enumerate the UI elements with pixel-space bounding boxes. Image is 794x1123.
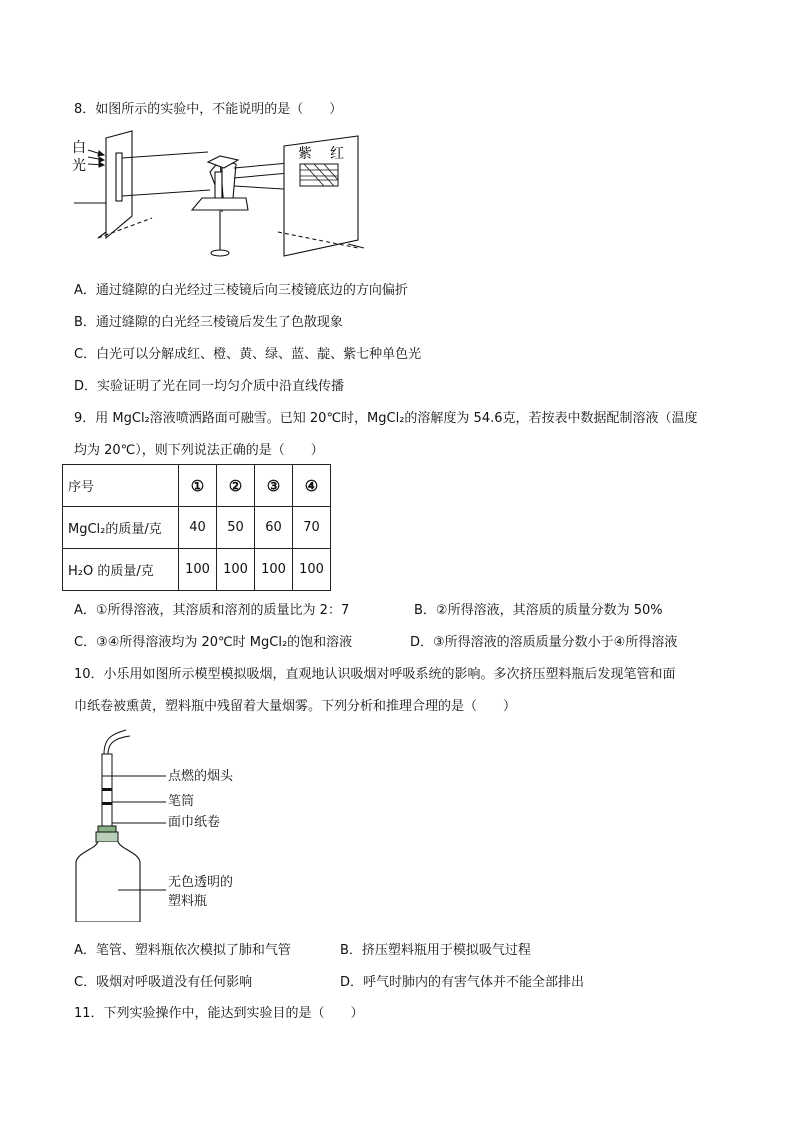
pen-tube-label: 笔筒 [168, 794, 195, 809]
q11-stem: 11．下列实验操作中，能达到实验目的是（ ） [74, 1006, 364, 1021]
tube-band [102, 802, 112, 805]
bottle-label-line1: 无色透明的 [168, 875, 234, 890]
q10-stem-line2: 巾纸卷被熏黄，塑料瓶中残留着大量烟雾。下列分析和推理合理的是（ ） [74, 699, 517, 714]
q10-option-d: D．呼气时肺内的有害气体并不能全部排出 [340, 975, 585, 990]
prism-stand [192, 198, 248, 256]
table-header-cell: 序号 [63, 465, 179, 507]
slit-screen [98, 131, 152, 238]
white-light-label-2: 光 [72, 158, 86, 174]
plastic-bottle [76, 842, 140, 922]
incoming-light-arrows [88, 150, 104, 167]
bottle-stopper [96, 826, 118, 842]
violet-label: 紫 [298, 146, 312, 162]
table-cell: 100 [255, 549, 293, 591]
q8-stem: 8．如图所示的实验中，不能说明的是（ ） [74, 102, 343, 117]
table-cell: H₂O 的质量/克 [63, 549, 179, 591]
solubility-table [62, 464, 331, 591]
table-row [63, 549, 331, 591]
table-header-row [63, 465, 331, 507]
spectrum-band [300, 164, 338, 186]
table-header-cell: ③ [255, 465, 293, 507]
table-cell: MgCl₂的质量/克 [63, 507, 179, 549]
table-header-cell: ① [179, 465, 217, 507]
table-header-cell: ④ [293, 465, 331, 507]
table-cell: 100 [293, 549, 331, 591]
bottle-label-line2: 塑料瓶 [168, 894, 208, 909]
burning-cigarette-label: 点燃的烟头 [168, 769, 234, 784]
q8-option-b: B．通过缝隙的白光经三棱镜后发生了色散现象 [74, 315, 343, 330]
smoke-curls [104, 730, 130, 754]
red-label: 红 [330, 146, 344, 162]
q10-stem-line1: 10．小乐用如图所示模型模拟吸烟，直观地认识吸烟对呼吸系统的影响。多次挤压塑料瓶后发现笔管和面 [74, 667, 676, 682]
tissue-roll-label: 面巾纸卷 [168, 815, 221, 830]
q9-option-c: C．③④所得溶液均为 20℃时 MgCl₂的饱和溶液 [74, 635, 353, 650]
q9-stem-line1: 9．用 MgCl₂溶液喷洒路面可融雪。已知 20℃时，MgCl₂的溶解度为 54.6克，若按表中数据配制溶液（温度 [74, 411, 698, 426]
table-row [63, 507, 331, 549]
q10-smoking-model-figure [68, 726, 258, 922]
table-cell: 50 [217, 507, 255, 549]
table-cell: 70 [293, 507, 331, 549]
q8-option-c: C．白光可以分解成红、橙、黄、绿、蓝、靛、紫七种单色光 [74, 347, 422, 362]
q9-option-a: A．①所得溶液，其溶质和溶剂的质量比为 2：7 [74, 603, 350, 618]
q8-option-a: A．通过缝隙的白光经过三棱镜后向三棱镜底边的方向偏折 [74, 283, 408, 298]
q9-option-d: D．③所得溶液的溶质质量分数小于④所得溶液 [410, 635, 678, 650]
table-header-cell: ② [217, 465, 255, 507]
q8-prism-figure [68, 128, 368, 268]
q9-option-b: B．②所得溶液，其溶质的质量分数为 50% [414, 603, 663, 618]
table-cell: 60 [255, 507, 293, 549]
projection-screen [278, 136, 364, 256]
tube-band [102, 788, 112, 791]
table-cell: 40 [179, 507, 217, 549]
white-light-label-1: 白 [72, 140, 86, 156]
q10-option-b: B．挤压塑料瓶用于模拟吸气过程 [340, 943, 531, 958]
q9-stem-line2: 均为 20℃），则下列说法正确的是（ ） [74, 443, 324, 458]
q10-option-c: C．吸烟对呼吸道没有任何影响 [74, 975, 253, 990]
table-cell: 100 [217, 549, 255, 591]
q8-option-d: D．实验证明了光在同一均匀介质中沿直线传播 [74, 379, 345, 394]
q10-option-a: A．笔管、塑料瓶依次模拟了肺和气管 [74, 943, 291, 958]
table-cell: 100 [179, 549, 217, 591]
